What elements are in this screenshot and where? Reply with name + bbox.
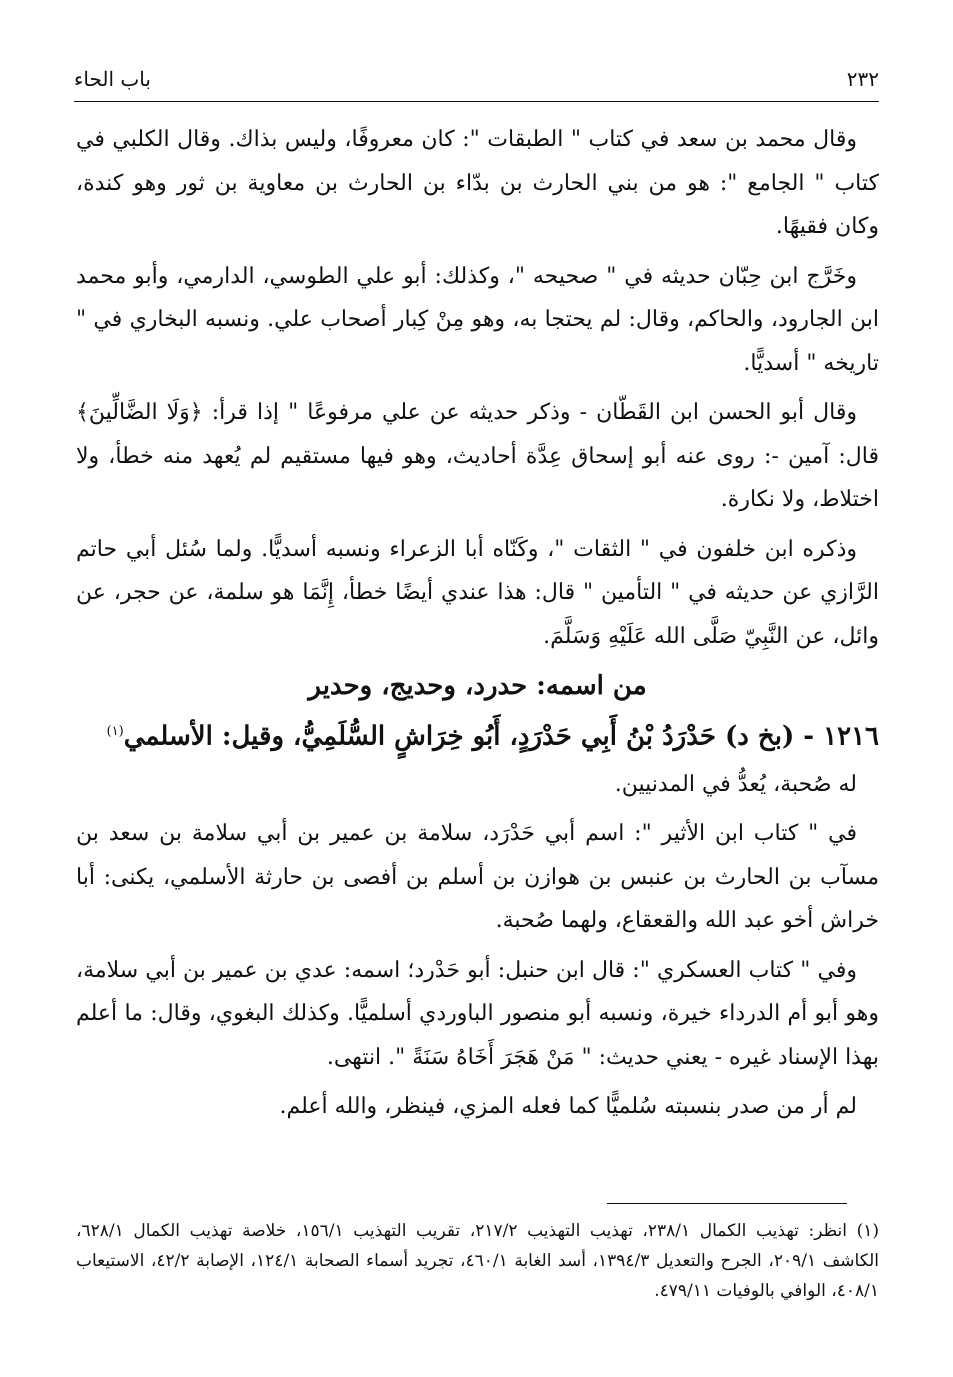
paragraph: وفي " كتاب العسكري ": قال ابن حنبل: أبو حَدْرد؛ اسمه: عدي بن عمير بن أبي سلامة، وهو أبو أم الدرداء خيرة، ونسبه أبو منصور الباوردي أسلميًّا. وكذلك البغوي، وقال: ما أعلم بهذا الإسناد غيره - يعني حديث: " مَنْ هَجَرَ أَخَاهُ سَنَةً ". انتهى.: [76, 957, 879, 1070]
paragraph: وخَرَّج ابن حِبّان حديثه في " صحيحه "، وكذلك: أبو علي الطوسي، الدارمي، وأبو محمد ابن الجارود، والحاكم، وقال: لم يحتجا به، وهو مِنْ كِبار أصحاب علي. ونسبه البخاري في " تاريخه " أسديًّا.: [76, 263, 879, 376]
footnote-marker: (١): [106, 724, 124, 739]
page-number: ٢٣٢: [846, 67, 879, 91]
entry-title: [76, 710, 879, 759]
paragraph: وذكره ابن خلفون في " الثقات "، وكَنّاه أبا الزعراء ونسبه أسديًّا. ولما سُئل أبي حاتم الرَّازي عن حديثه في " التأمين " قال: هذا عندي أيضًا خطأ، إِنَّمَا هو سلمة، عن حجر، عن وائل، عن النَّبِيّ صَلَّى الله عَلَيْهِ وَسَلَّمَ.: [76, 536, 879, 649]
paragraph: له صُحبة، يُعدُّ في المدنيين.: [614, 771, 857, 797]
footnote: (١) انظر: تهذيب الكمال ٢٣٨/١، تهذيب التهذيب ٢١٧/٢، تقريب التهذيب ١٥٦/١، خلاصة تهذيب الكمال ٦٢٨/١، الكاشف ٢٠٩/١، الجرح والتعديل ١٣٩٤/٣، أسد الغابة ٤٦٠/١، تجريد أسماء الصحابة ١٢٤/١، الإصابة ٤٢/٢، الاستيعاب ٤٠٨/١، الوافي بالوفيات ٤٧٩/١١.: [76, 1221, 880, 1301]
section-heading: من اسمه: حدرد، وحديج، وحدير: [308, 671, 647, 701]
main-text: [76, 118, 879, 1135]
paragraph: لم أر من صدر بنسبته سُلميًّا كما فعله المزي، فينظر، والله أعلم.: [279, 1094, 857, 1120]
running-title: باب الحاء: [74, 67, 151, 91]
footnote-divider: [607, 1203, 847, 1204]
entry-title-text: ١٢١٦ - (بخ د) حَدْرَدُ بْنُ أَبِي حَدْرَدٍ، أَبُو خِرَاشٍ السُّلَمِيُّ، وقيل: الأسلمي: [123, 721, 879, 752]
footnotes: [76, 1216, 879, 1306]
header-divider: [74, 101, 879, 102]
page-header: [74, 62, 879, 96]
paragraph: وقال أبو الحسن ابن القَطّان - وذكر حديثه عن علي مرفوعًا " إذا قرأ: ﴿وَلَا الضَّالِّينَ﴾ قال: آمين -: روى عنه أبو إسحاق عِدَّة أحاديث، وهو فيها مستقيم لم يُعهد منه خطأ، ولا اختلاط، ولا نكارة.: [76, 400, 879, 512]
paragraph: وقال محمد بن سعد في كتاب " الطبقات ": كان معروفًا، وليس بذاك. وقال الكلبي في كتاب " الجامع ": هو من بني الحارث بن بدّاء بن الحارث بن معاوية بن ثور وهو كندة، وكان فقيهًا.: [76, 127, 879, 239]
paragraph: في " كتاب ابن الأثير ": اسم أبي حَدْرَد، سلامة بن عمير بن أبي سلامة بن سعد بن مسآب بن الحارث بن عنبس بن هوازن بن أسلم بن أفصى بن حارثة الأسلمي، يكنى: أبا خراش أخو عبد الله والقعقاع، ولهما صُحبة.: [76, 821, 879, 934]
